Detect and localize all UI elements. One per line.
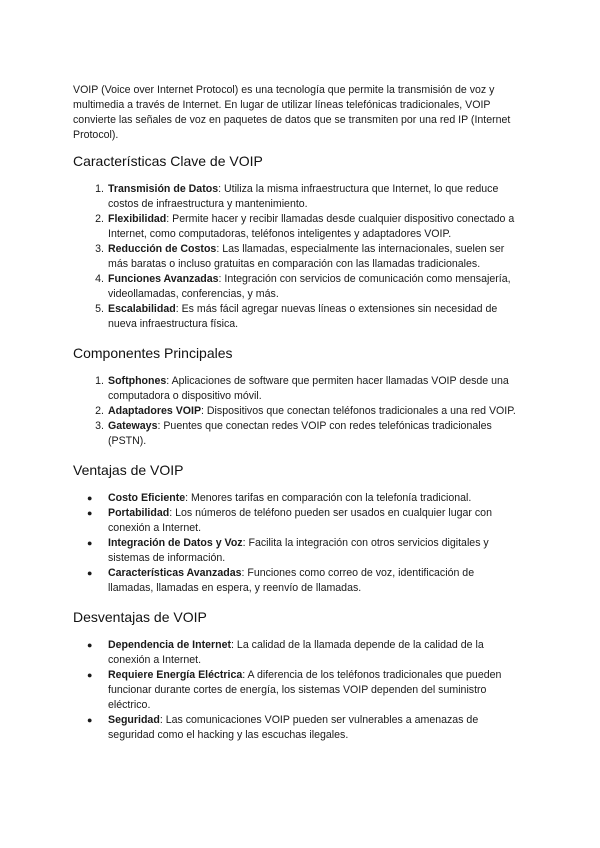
- item-text: : Las llamadas, especialmente las internacionales, suelen ser más baratas o incluso gratuitas en comparación con las llamadas tradicionales.: [108, 243, 505, 270]
- list-item: [73, 566, 521, 596]
- list-item: [73, 272, 521, 302]
- bullet-icon: ●: [87, 715, 93, 725]
- list-caracteristicas: [73, 182, 521, 332]
- bullet-icon: ●: [87, 508, 93, 518]
- bullet-icon: ●: [87, 493, 93, 503]
- list-item: [73, 182, 521, 212]
- item-term: Flexibilidad: [108, 213, 167, 225]
- item-text: : La calidad de la llamada depende de la calidad de la conexión a Internet.: [108, 639, 484, 666]
- intro-paragraph: VOIP (Voice over Internet Protocol) es una tecnología que permite la transmisión de voz y multimedia a través de Internet. En lugar de utilizar líneas telefónicas tradicionales, VOIP convierte las señales de voz en paquetes de datos que se transmiten por una red IP (Internet Protocol).: [73, 84, 511, 141]
- list-desventajas: [73, 638, 521, 743]
- list-marker: 1.: [95, 375, 104, 387]
- item-term: Portabilidad: [108, 507, 170, 519]
- list-marker: 3.: [95, 243, 104, 255]
- item-term: Seguridad: [108, 714, 160, 726]
- list-item: [73, 713, 521, 743]
- list-item: [73, 212, 521, 242]
- list-marker: 1.: [95, 183, 104, 195]
- item-term: Funciones Avanzadas: [108, 273, 219, 285]
- document-page: [73, 83, 521, 743]
- item-text: : Menores tarifas en comparación con la telefonía tradicional.: [185, 492, 472, 504]
- section-title-caracteristicas: Características Clave de VOIP: [73, 153, 263, 169]
- bullet-icon: ●: [87, 568, 93, 578]
- item-term: Adaptadores VOIP: [108, 405, 202, 417]
- item-text: : Permite hacer y recibir llamadas desde cualquier dispositivo conectado a Internet, como computadoras, teléfonos inteligentes y adaptadores VOIP.: [108, 213, 515, 240]
- item-term: Escalabilidad: [108, 303, 176, 315]
- item-term: Requiere Energía Eléctrica: [108, 669, 243, 681]
- item-text: : A diferencia de los teléfonos tradicionales que pueden funcionar durante cortes de energía, los sistemas VOIP dependen del suministro eléctrico.: [108, 669, 502, 711]
- item-text: : Utiliza la misma infraestructura que Internet, lo que reduce costos de infraestructura y mantenimiento.: [108, 183, 499, 210]
- bullet-icon: ●: [87, 538, 93, 548]
- bullet-icon: ●: [87, 670, 93, 680]
- section-title-ventajas: Ventajas de VOIP: [73, 462, 184, 478]
- item-term: Transmisión de Datos: [108, 183, 219, 195]
- item-text: : Funciones como correo de voz, identificación de llamadas, llamadas en espera, y reenvío de llamadas.: [108, 567, 475, 594]
- section-title-desventajas: Desventajas de VOIP: [73, 609, 207, 625]
- section-title-componentes: Componentes Principales: [73, 345, 233, 361]
- list-item: [73, 506, 521, 536]
- list-marker: 3.: [95, 420, 104, 432]
- item-text: : Integración con servicios de comunicación como mensajería, videollamadas, conferencias, y más.: [108, 273, 511, 300]
- list-item: [73, 668, 521, 713]
- item-text: : Facilita la integración con otros servicios digitales y sistemas de información.: [108, 537, 489, 564]
- list-item: [73, 491, 521, 506]
- list-item: [73, 242, 521, 272]
- item-term: Costo Eficiente: [108, 492, 186, 504]
- list-marker: 2.: [95, 213, 104, 225]
- item-text: : Las comunicaciones VOIP pueden ser vulnerables a amenazas de seguridad como el hacking y las escuchas ilegales.: [108, 714, 479, 741]
- list-marker: 4.: [95, 273, 104, 285]
- list-item: [73, 638, 521, 668]
- list-marker: 2.: [95, 405, 104, 417]
- bullet-icon: ●: [87, 640, 93, 650]
- item-term: Características Avanzadas: [108, 567, 242, 579]
- item-text: : Dispositivos que conectan teléfonos tradicionales a una red VOIP.: [201, 405, 516, 417]
- list-marker: 5.: [95, 303, 104, 315]
- item-term: Softphones: [108, 375, 167, 387]
- list-ventajas: [73, 491, 521, 596]
- item-term: Integración de Datos y Voz: [108, 537, 243, 549]
- list-item: [73, 374, 521, 404]
- list-item: [73, 536, 521, 566]
- list-item: [73, 302, 521, 332]
- list-item: [73, 404, 521, 419]
- item-text: : Puentes que conectan redes VOIP con redes telefónicas tradicionales (PSTN).: [108, 420, 492, 447]
- item-term: Reducción de Costos: [108, 243, 217, 255]
- item-text: : Aplicaciones de software que permiten hacer llamadas VOIP desde una computadora o dispositivo móvil.: [108, 375, 509, 402]
- item-term: Gateways: [108, 420, 158, 432]
- item-text: : Los números de teléfono pueden ser usados en cualquier lugar con conexión a Internet.: [108, 507, 492, 534]
- list-item: [73, 419, 521, 449]
- item-term: Dependencia de Internet: [108, 639, 232, 651]
- list-componentes: [73, 374, 521, 449]
- item-text: : Es más fácil agregar nuevas líneas o extensiones sin necesidad de nueva infraestructura física.: [108, 303, 498, 330]
